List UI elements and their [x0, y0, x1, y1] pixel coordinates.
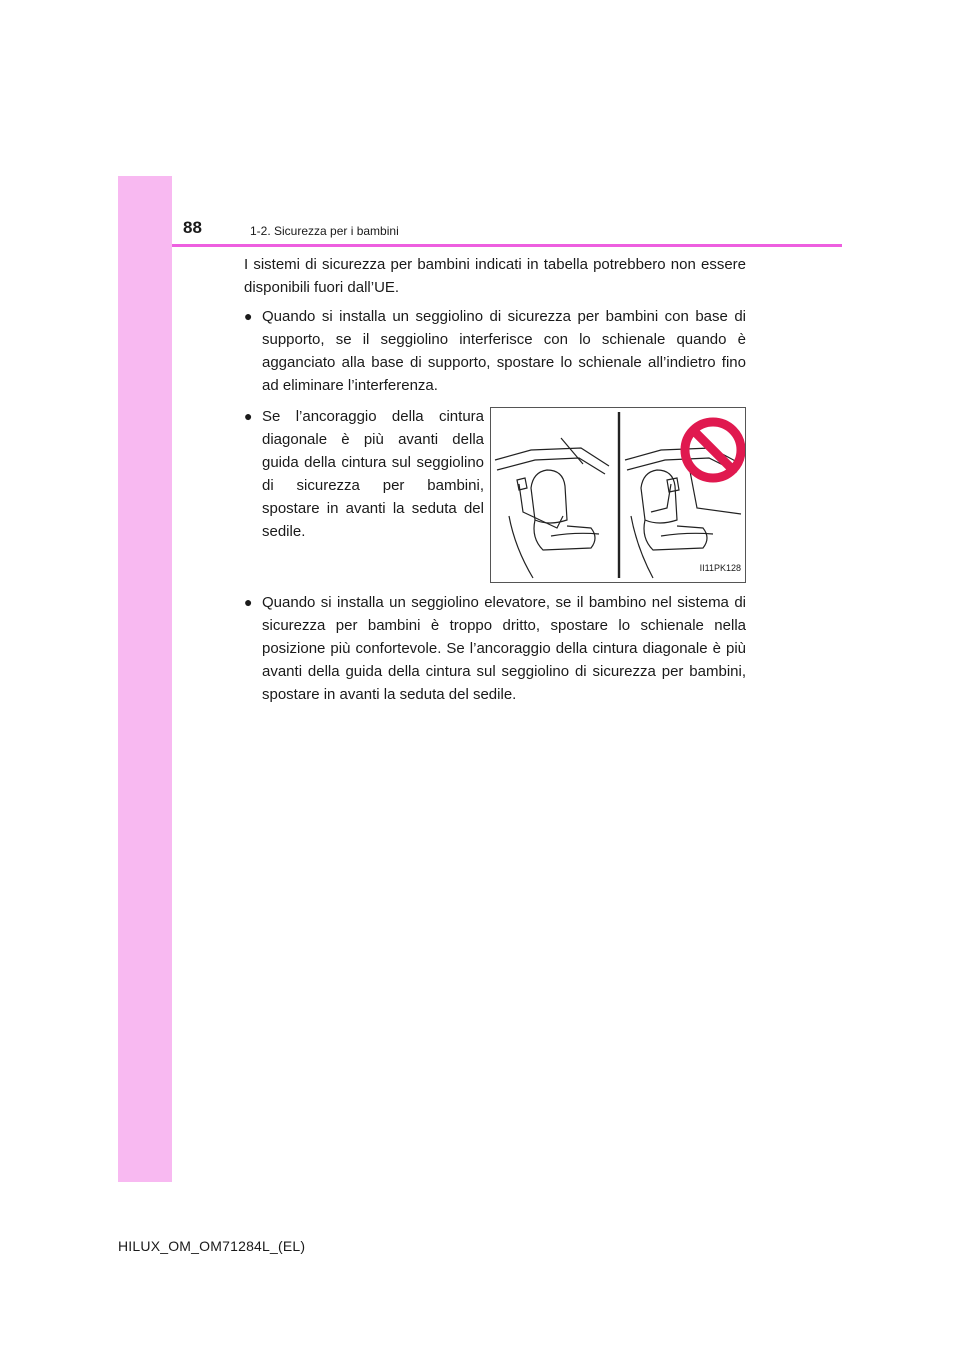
bullet-text: Se l’ancoraggio della cintura diagonale è più avanti della guida della cintura sul seggiolino di sicurezza per bambini, spostare in avanti la seduta del sedile. — [262, 408, 484, 540]
header-rule — [172, 244, 842, 247]
bullet-with-figure — [244, 405, 746, 583]
side-color-band — [118, 176, 172, 1182]
bullet-dot: ● — [244, 594, 253, 610]
document-id: HILUX_OM_OM71284L_(EL) — [118, 1238, 306, 1254]
section-title: 1-2. Sicurezza per i bambini — [250, 224, 399, 238]
bullet-item — [244, 405, 484, 543]
main-content — [244, 253, 746, 714]
bullet-dot: ● — [244, 308, 253, 324]
bullet-text: Quando si installa un seggiolino elevatore, se il bambino nel sistema di sicurezza per bambini è troppo dritto, spostare lo schienale nella posizione più confortevole. Se l’ancoraggio della cintura diagonale è più avanti della guida della cintura sul seggiolino di sicurezza per bambini, spostare in avanti la seduta del sedile. — [262, 594, 746, 703]
figure-code: II11PK128 — [699, 563, 741, 573]
prohibition-icon — [685, 422, 741, 478]
seat-drawing — [491, 408, 745, 582]
bullet-item — [244, 591, 746, 706]
bullet-text: Quando si installa un seggiolino di sicurezza per bambini con base di supporto, se il seggiolino interferisce con lo schienale quando è agganciato alla base di supporto, spostare lo schienale all’indietro fino ad eliminare l’interferenza. — [262, 308, 746, 394]
page-number: 88 — [183, 218, 202, 237]
bullet-dot: ● — [244, 408, 253, 424]
bullet-item — [244, 305, 746, 397]
seat-illustration — [490, 407, 746, 583]
intro-paragraph: I sistemi di sicurezza per bambini indicati in tabella potrebbero non essere disponibili fuori dall’UE. — [244, 256, 746, 296]
